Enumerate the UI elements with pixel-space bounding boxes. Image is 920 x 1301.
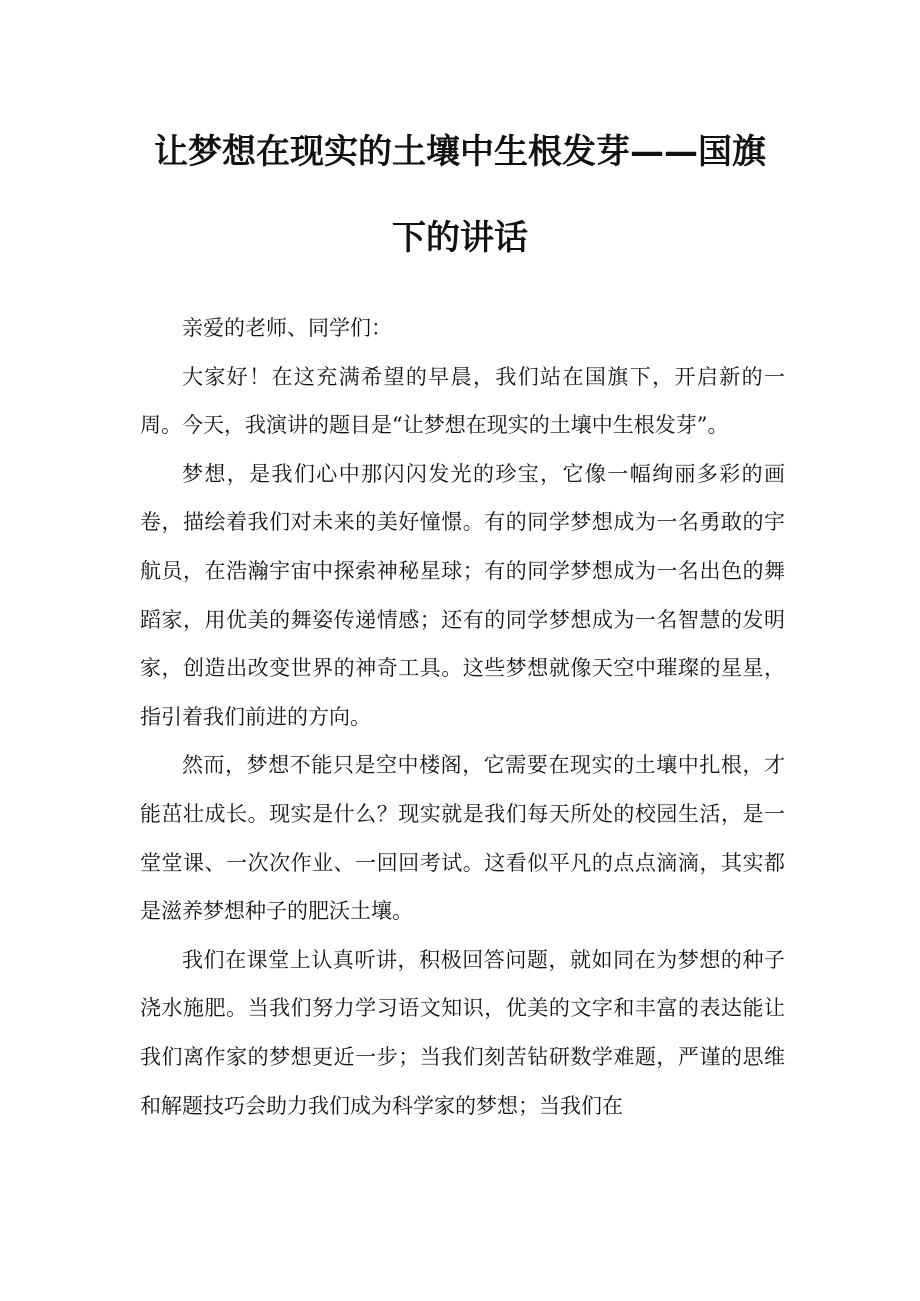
body-paragraph: 梦想，是我们心中那闪闪发光的珍宝，它像一幅绚丽多彩的画卷，描绘着我们对未来的美好憧憬。有的同学梦想成为一名勇敢的宇航员，在浩瀚宇宙中探索神秘星球；有的同学梦想成为一名出色的舞蹈家，用优美的舞姿传递情感；还有的同学梦想成为一名智慧的发明家，创造出改变世界的神奇工具。这些梦想就像天空中璀璨的星星，指引着我们前进的方向。 bbox=[140, 461, 785, 729]
document-title-line-2: 下的讲话 bbox=[392, 218, 528, 258]
body-paragraph: 我们在课堂上认真听讲，积极回答问题，就如同在为梦想的种子浇水施肥。当我们努力学习语文知识，优美的文字和丰富的表达能让我们离作家的梦想更近一步；当我们刻苦钻研数学难题，严谨的思维和解题技巧会助力我们成为科学家的梦想；当我们在 bbox=[140, 947, 785, 1118]
body-paragraph: 然而，梦想不能只是空中楼阁，它需要在现实的土壤中扎根，才能茁壮成长。现实是什么？现实就是我们每天所处的校园生活，是一堂堂课、一次次作业、一回回考试。这看似平凡的点点滴滴，其实都是滋养梦想种子的肥沃土壤。 bbox=[140, 753, 785, 924]
body-paragraph: 大家好！在这充满希望的早晨，我们站在国旗下，开启新的一周。今天，我演讲的题目是“让梦想在现实的土壤中生根发芽”。 bbox=[140, 364, 785, 438]
document-title-line-1: 让梦想在现实的土壤中生根发芽——国旗 bbox=[154, 132, 766, 172]
document-body bbox=[140, 304, 785, 1130]
salutation-paragraph: 亲爱的老师、同学们： bbox=[182, 316, 392, 340]
